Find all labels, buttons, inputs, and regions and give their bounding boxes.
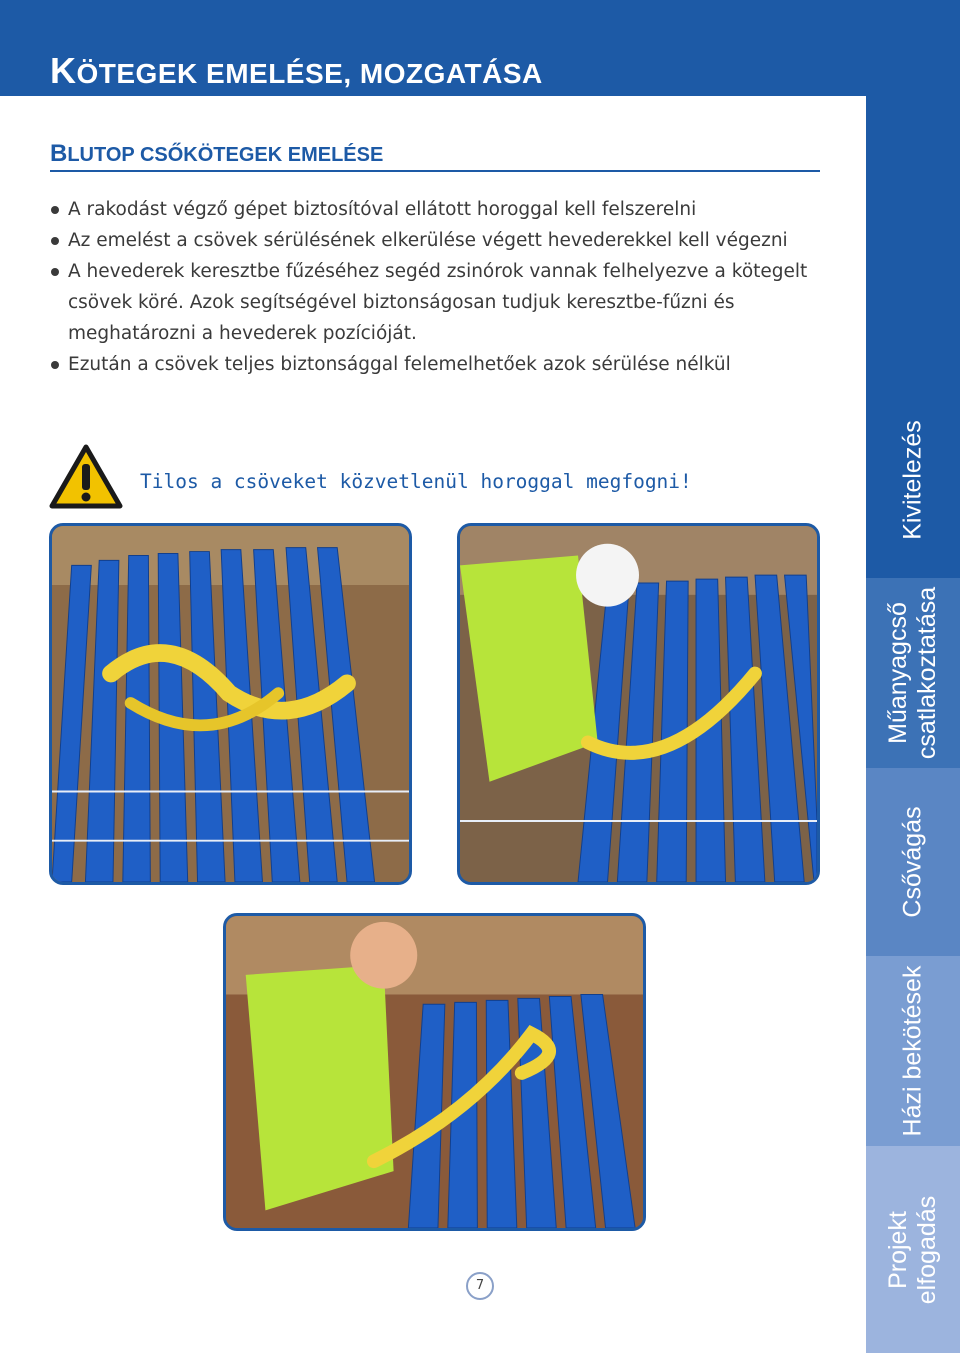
page-title: KÖTEGEK EMELÉSE, MOZGATÁSA: [50, 50, 543, 91]
tab-label: Kivitelezés: [898, 420, 927, 540]
tab-projekt-elfogadas[interactable]: [866, 1146, 960, 1353]
tab-label: Műanyagcső csatlakoztatása: [884, 586, 941, 760]
tab-label: Csővágás: [898, 806, 927, 918]
warning-triangle-icon: [49, 444, 123, 510]
tab-hazi-bekotesek[interactable]: [866, 956, 960, 1146]
section-title: BLUTOP CSŐKÖTEGEK EMELÉSE: [50, 140, 384, 167]
page-number: 7: [466, 1272, 494, 1300]
tab-label: Házi bekötések: [898, 965, 927, 1137]
instruction-list: [50, 194, 830, 380]
section-divider: [50, 170, 820, 172]
list-item: A rakodást végző gépet biztosítóval ellátott horoggal kell felszerelni: [50, 194, 830, 225]
tab-muanyagcso-csatlakoztatasa[interactable]: [866, 578, 960, 768]
warning-text: Tilos a csöveket közvetlenül horoggal megfogni!: [140, 470, 692, 493]
tab-csovagas[interactable]: [866, 768, 960, 956]
tab-label: Projekt elfogadás: [884, 1195, 941, 1304]
photo-worker-threading-straps: [457, 523, 820, 885]
list-item: Az emelést a csövek sérülésének elkerülése végett hevederekkel kell végezni: [50, 225, 830, 256]
tab-kivitelezes[interactable]: [866, 0, 960, 578]
list-item: Ezután a csövek teljes biztonsággal felemelhetőek azok sérülése nélkül: [50, 349, 830, 380]
photo-worker-pulling-strap: [223, 913, 646, 1231]
photo-pipe-bundle-straps: [49, 523, 412, 885]
header-band: [0, 0, 866, 96]
chapter-sidebar: [866, 0, 960, 1353]
list-item: A hevederek keresztbe fűzéséhez segéd zsinórok vannak felhelyezve a kötegelt csövek köré. Azok segítségével biztonságosan tudjuk keresztbe-fűzni és meghatározni a hevederek pozícióját.: [50, 256, 830, 349]
